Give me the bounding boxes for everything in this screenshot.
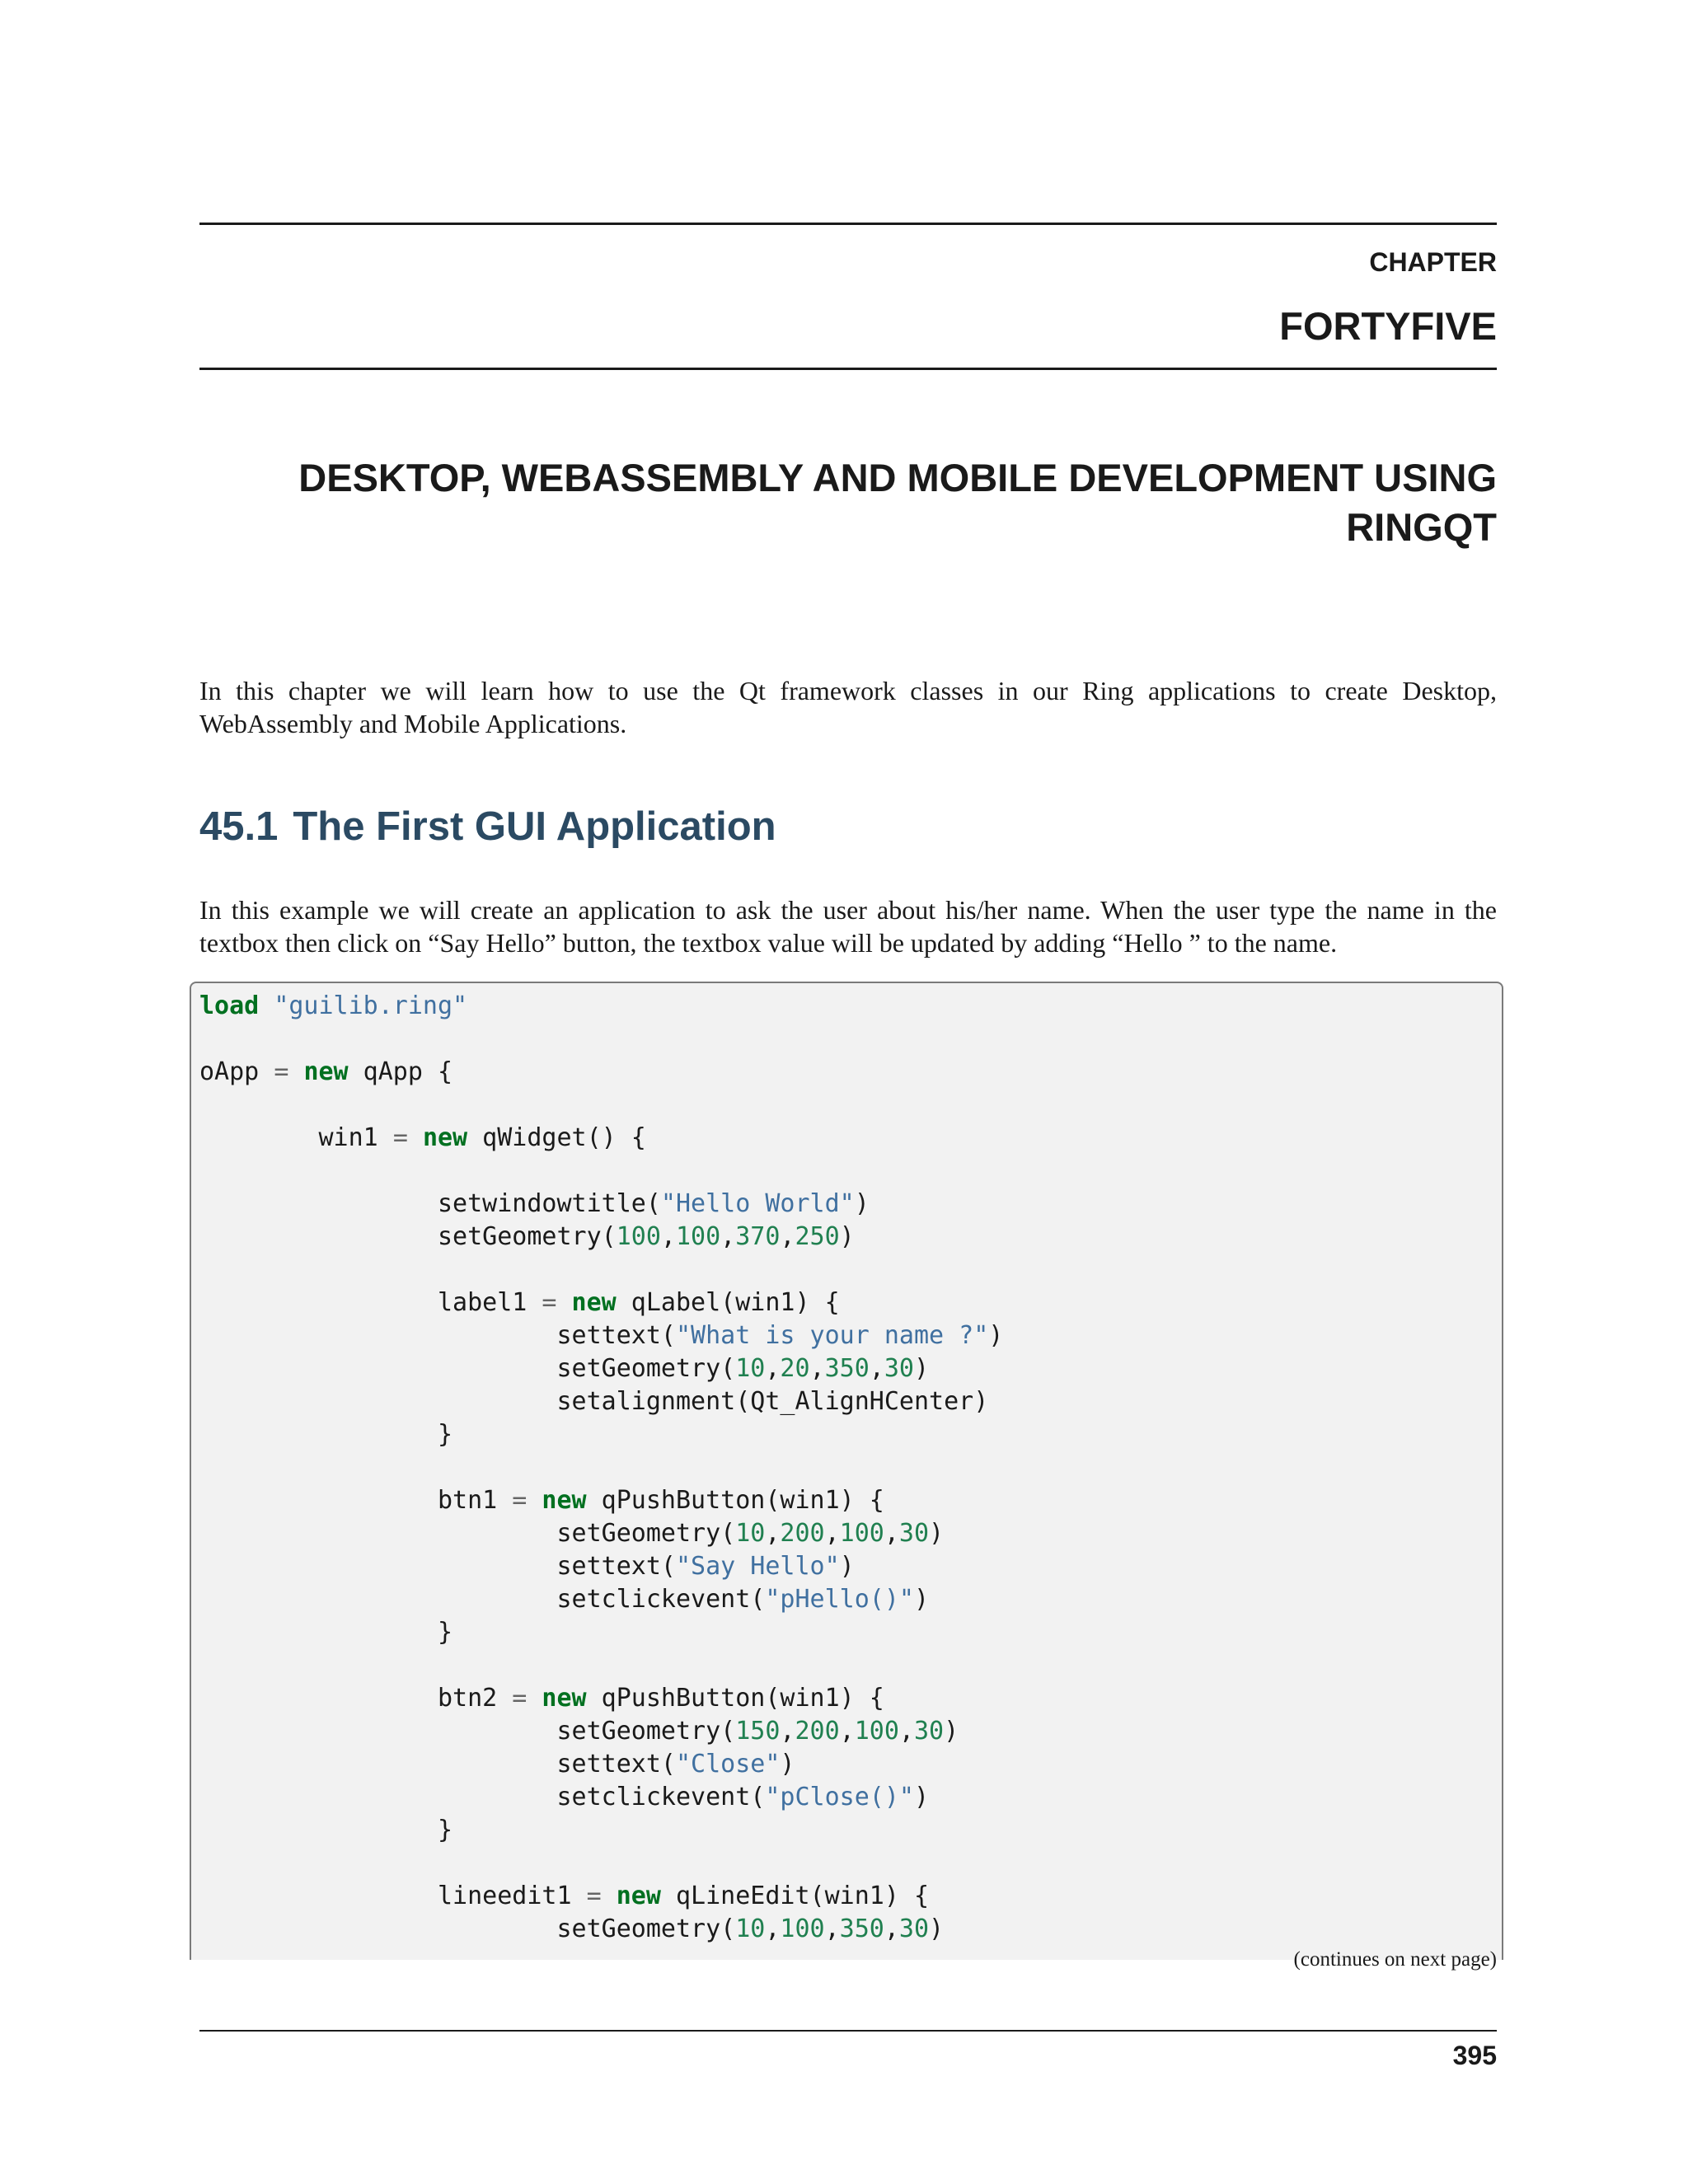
code-line: setGeometry(10,100,350,30): [199, 1915, 945, 1943]
code-line: setGeometry(150,200,100,30): [199, 1717, 959, 1746]
code-line: [199, 1451, 1502, 1484]
code-line: [199, 1155, 1502, 1188]
page-number: 395: [1452, 2041, 1497, 2070]
code-line: btn1 = new qPushButton(win1) {: [199, 1486, 884, 1515]
code-line: oApp = new qApp {: [199, 1057, 453, 1086]
code-block: [190, 982, 1503, 1960]
code-line: load "guilib.ring": [199, 991, 468, 1020]
code-line: [199, 1254, 1502, 1286]
section-paragraph: In this example we will create an application to ask the user about his/her name. When the user type the name in the textbox then click on “Say Hello” button, the textbox value will be updated by adding “Hello ” to the name.: [199, 895, 1497, 958]
header-bottom-rule: [199, 368, 1497, 370]
code-line: lineedit1 = new qLineEdit(win1) {: [199, 1882, 930, 1910]
code-line: }: [199, 1816, 453, 1844]
chapter-number: FORTYFIVE: [1279, 304, 1497, 348]
continues-note: (continues on next page): [1293, 1948, 1497, 1971]
code-line: settext("Close"): [199, 1750, 795, 1779]
code-line: win1 = new qWidget() {: [199, 1123, 646, 1152]
footer-rule: [199, 2030, 1497, 2032]
code-line: setclickevent("pHello()"): [199, 1585, 930, 1614]
section-heading: [199, 804, 776, 850]
section-title: The First GUI Application: [293, 804, 776, 849]
chapter-label: CHAPTER: [1369, 247, 1497, 277]
code-line: [199, 1023, 1502, 1056]
code-line: [199, 1089, 1502, 1122]
code-line: settext("Say Hello"): [199, 1552, 855, 1581]
code-line: }: [199, 1420, 453, 1449]
header-top-rule: [199, 223, 1497, 225]
code-line: setclickevent("pClose()"): [199, 1783, 930, 1811]
code-line: setGeometry(100,100,370,250): [199, 1222, 855, 1251]
chapter-title: DESKTOP, WEBASSEMBLY AND MOBILE DEVELOPMENT USING RINGQT: [298, 456, 1497, 549]
code-line: setwindowtitle("Hello World"): [199, 1189, 870, 1218]
code-line: settext("What is your name ?"): [199, 1321, 1004, 1350]
code-line: setGeometry(10,200,100,30): [199, 1519, 945, 1548]
section-number: 45.1: [199, 804, 279, 849]
intro-paragraph: In this chapter we will learn how to use the Qt framework classes in our Ring applications to create Desktop, WebAssembly and Mobile Applications.: [199, 676, 1497, 738]
code-line: label1 = new qLabel(win1) {: [199, 1288, 840, 1317]
code-listing: [191, 983, 1502, 1946]
code-line: }: [199, 1618, 453, 1647]
code-line: [199, 1847, 1502, 1880]
code-line: setalignment(Qt_AlignHCenter): [199, 1387, 989, 1416]
code-line: setGeometry(10,20,350,30): [199, 1354, 930, 1383]
code-line: [199, 1649, 1502, 1682]
code-line: btn2 = new qPushButton(win1) {: [199, 1684, 884, 1713]
